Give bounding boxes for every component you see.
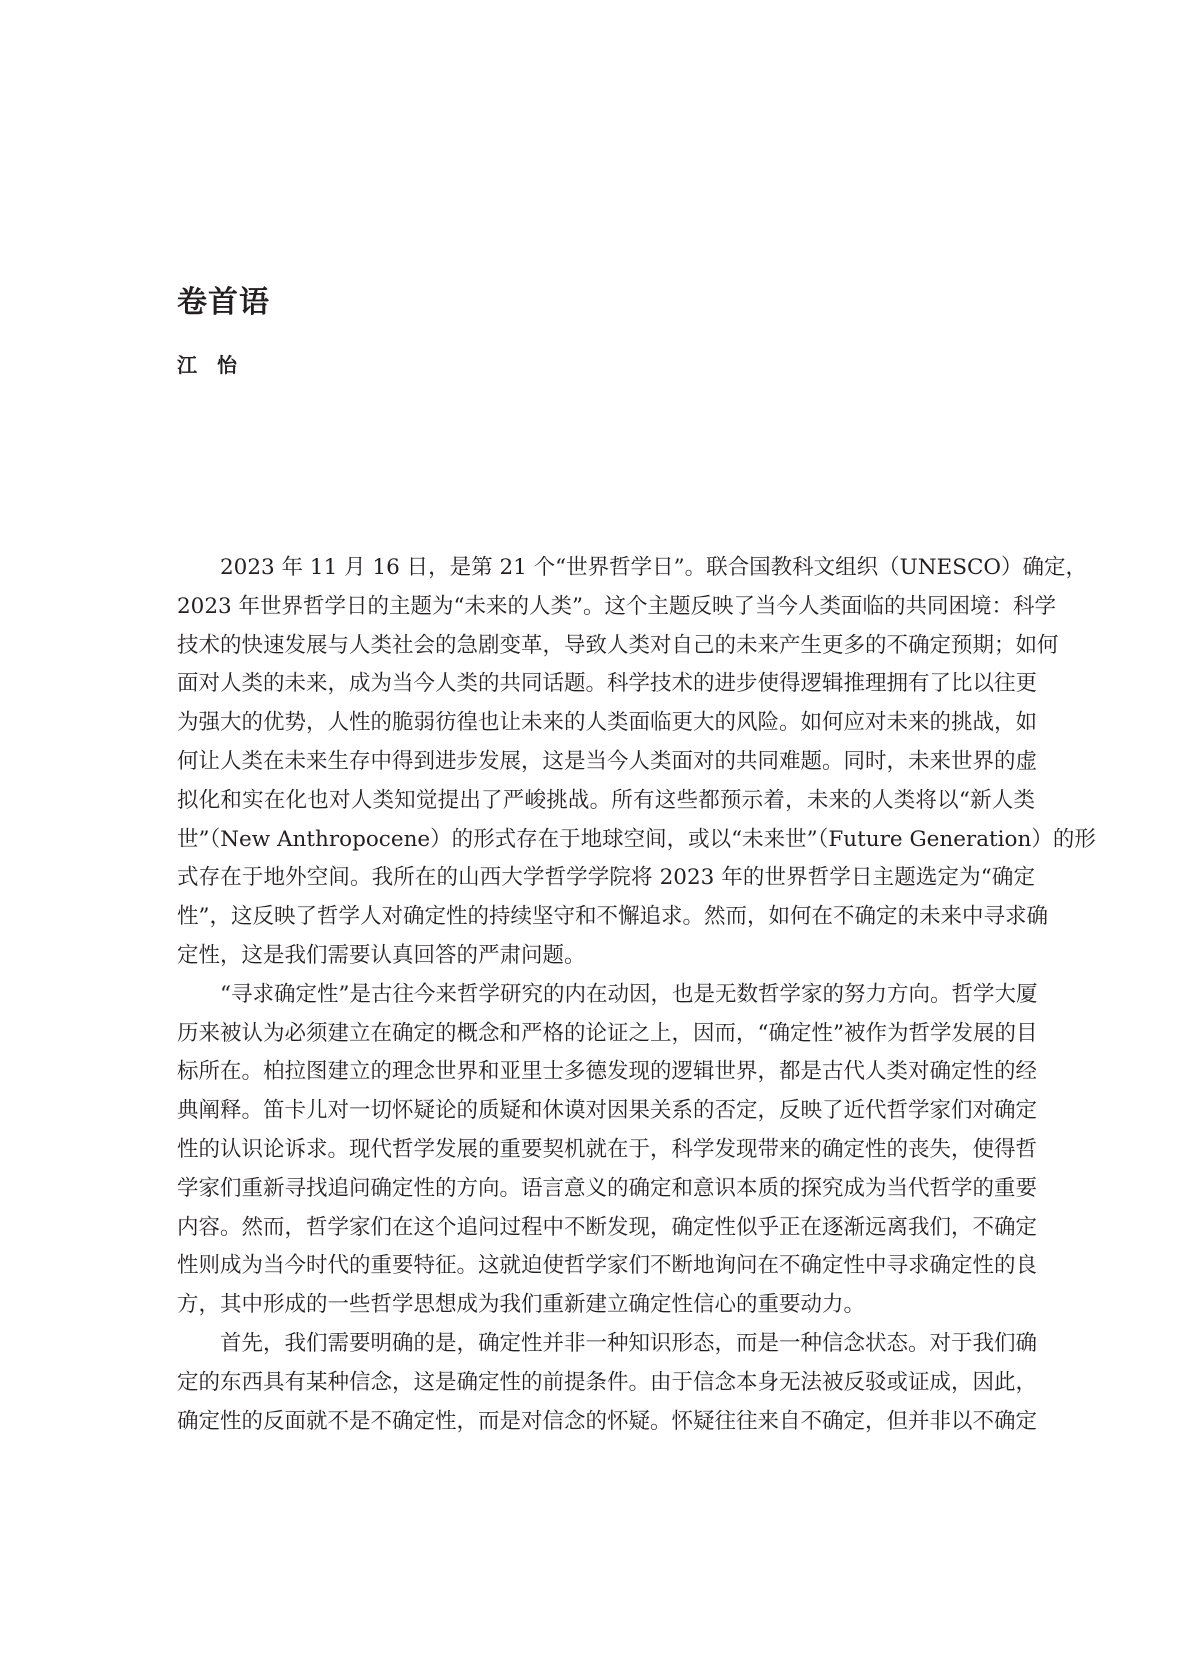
article-title: 卷首语 xyxy=(177,285,270,320)
text-line: “寻求确定性”是古往今来哲学研究的内在动因，也是无数哲学家的努力方向。哲学大厦 xyxy=(220,981,1038,1007)
text-line: 性则成为当今时代的重要特征。这就迫使哲学家们不断地询问在不确定性中寻求确定性的良 xyxy=(177,1253,1038,1279)
text-line: 方，其中形成的一些哲学思想成为我们重新建立确定性信心的重要动力。 xyxy=(177,1292,866,1318)
text-line: 定的东西具有某种信念，这是确定性的前提条件。由于信念本身无法被反驳或证成，因此， xyxy=(177,1369,1038,1395)
text-line: 典阐释。笛卡儿对一切怀疑论的质疑和休谟对因果关系的否定，反映了近代哲学家们对确定 xyxy=(177,1098,1038,1124)
text-line: 拟化和实在化也对人类知觉提出了严峻挑战。所有这些都预示着，未来的人类将以“新人类 xyxy=(177,787,1035,813)
author-name: 江怡 xyxy=(177,353,257,377)
text-line: 为强大的优势，人性的脆弱彷徨也让未来的人类面临更大的风险。如何应对未来的挑战，如 xyxy=(177,710,1038,736)
text-line: 历来被认为必须建立在确定的概念和严格的论证之上，因而，“确定性”被作为哲学发展的目 xyxy=(177,1020,1038,1046)
text-line: 面对人类的未来，成为当今人类的共同话题。科学技术的进步使得逻辑推理拥有了比以往更 xyxy=(177,671,1038,697)
text-line: 内容。然而，哲学家们在这个追问过程中不断发现，确定性似乎正在逐渐远离我们，不确定 xyxy=(177,1214,1038,1240)
text-line: 定性，这是我们需要认真回答的严肃问题。 xyxy=(177,942,586,968)
paragraph xyxy=(177,1325,1038,1441)
text-line: 性的认识论诉求。现代哲学发展的重要契机就在于，科学发现带来的确定性的丧失，使得哲 xyxy=(177,1136,1038,1162)
text-line: 2023 年世界哲学日的主题为“未来的人类”。这个主题反映了当今人类面临的共同困境：科学 xyxy=(177,593,1057,619)
text-line: 式存在于地外空间。我所在的山西大学哲学学院将 2023 年的世界哲学日主题选定为“确定 xyxy=(177,865,1035,891)
text-line: 确定性的反面就不是不确定性，而是对信念的怀疑。怀疑往往来自不确定，但并非以不确定 xyxy=(177,1408,1038,1434)
article-body xyxy=(177,549,1096,1441)
paragraph xyxy=(177,549,1096,976)
text-line: 世”（New Anthropocene）的形式存在于地球空间，或以“未来世”（Future Generation）的形 xyxy=(177,826,1096,852)
text-line: 2023 年 11 月 16 日，是第 21 个“世界哲学日”。联合国教科文组织（UNESCO）确定， xyxy=(220,555,1088,580)
text-line: 标所在。柏拉图建立的理念世界和亚里士多德发现的逻辑世界，都是古代人类对确定性的经 xyxy=(177,1059,1038,1085)
text-line: 技术的快速发展与人类社会的急剧变革，导致人类对自己的未来产生更多的不确定预期；如何 xyxy=(177,632,1059,658)
text-line: 首先，我们需要明确的是，确定性并非一种知识形态，而是一种信念状态。对于我们确 xyxy=(220,1330,1038,1356)
text-line: 学家们重新寻找追问确定性的方向。语言意义的确定和意识本质的探究成为当代哲学的重要 xyxy=(177,1175,1038,1201)
text-line: 性”，这反映了哲学人对确定性的持续坚守和不懈追求。然而，如何在不确定的未来中寻求确 xyxy=(177,904,1048,930)
text-line: 何让人类在未来生存中得到进步发展，这是当今人类面对的共同难题。同时，未来世界的虚 xyxy=(177,748,1038,774)
paragraph xyxy=(177,976,1038,1325)
